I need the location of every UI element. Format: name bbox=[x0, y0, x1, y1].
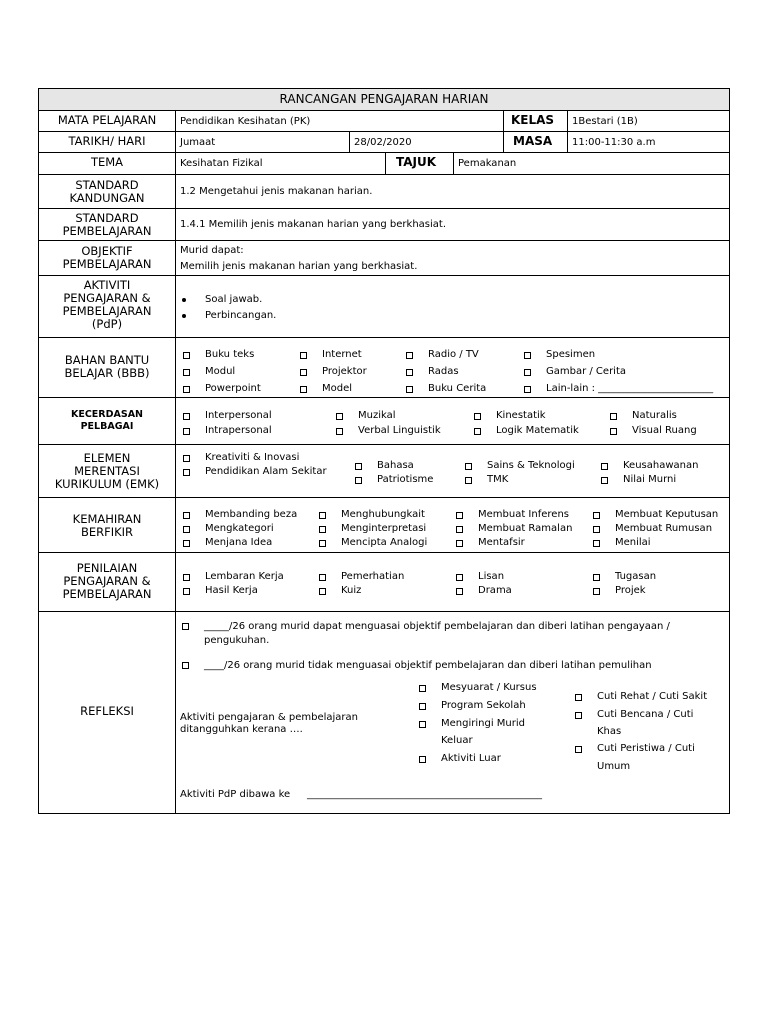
checkbox-icon[interactable] bbox=[183, 469, 190, 476]
bbb-option: Powerpoint bbox=[205, 383, 261, 394]
bbb-option: Internet bbox=[322, 349, 362, 360]
checkbox-icon[interactable] bbox=[419, 685, 426, 692]
kecerdasan-option: Kinestatik bbox=[496, 410, 546, 421]
bbb-option: Radio / TV bbox=[428, 349, 479, 360]
checkbox-icon[interactable] bbox=[524, 352, 531, 359]
checkbox-icon[interactable] bbox=[406, 369, 413, 376]
kemahiran-option: Membuat Ramalan bbox=[478, 523, 573, 534]
refleksi-line-2: ____/26 orang murid tidak menguasai objektif pembelajaran dan diberi latihan pemulihan bbox=[204, 660, 652, 671]
penilaian-option: Lembaran Kerja bbox=[205, 571, 284, 582]
checkbox-icon[interactable] bbox=[336, 428, 343, 435]
checkbox-icon[interactable] bbox=[593, 574, 600, 581]
checkbox-icon[interactable] bbox=[182, 662, 189, 669]
checkbox-icon[interactable] bbox=[610, 413, 617, 420]
reason-option: Mesyuarat / Kursus bbox=[441, 682, 537, 693]
checkbox-icon[interactable] bbox=[300, 352, 307, 359]
kemahiran-option: Mencipta Analogi bbox=[341, 537, 428, 548]
checkbox-icon[interactable] bbox=[575, 712, 582, 719]
checkbox-icon[interactable] bbox=[183, 352, 190, 359]
column-divider bbox=[567, 110, 568, 152]
column-divider bbox=[453, 152, 454, 174]
checkbox-icon[interactable] bbox=[183, 386, 190, 393]
checkbox-icon[interactable] bbox=[183, 588, 190, 595]
checkbox-icon[interactable] bbox=[601, 477, 608, 484]
bbb-option: Modul bbox=[205, 366, 236, 377]
kemahiran-option: Membuat Keputusan bbox=[615, 509, 719, 520]
emk-option: TMK bbox=[487, 474, 509, 485]
penilaian-option: Drama bbox=[478, 585, 512, 596]
label-kemahiran: KEMAHIRAN BERFIKIR bbox=[72, 512, 142, 539]
bullet-icon bbox=[182, 298, 186, 302]
checkbox-icon[interactable] bbox=[419, 721, 426, 728]
kemahiran-option: Membanding beza bbox=[205, 509, 298, 520]
row-divider bbox=[39, 444, 729, 445]
checkbox-icon[interactable] bbox=[456, 588, 463, 595]
column-divider bbox=[503, 110, 504, 131]
checkbox-icon[interactable] bbox=[183, 526, 190, 533]
checkbox-icon[interactable] bbox=[183, 540, 190, 547]
reason-option: Umum bbox=[597, 761, 631, 772]
checkbox-icon[interactable] bbox=[319, 588, 326, 595]
penilaian-option: Hasil Kerja bbox=[205, 585, 258, 596]
kemahiran-option: Menjana Idea bbox=[205, 537, 273, 548]
checkbox-icon[interactable] bbox=[319, 540, 326, 547]
emk-option: Nilai Murni bbox=[623, 474, 677, 485]
bbb-option: Model bbox=[322, 383, 353, 394]
row-divider bbox=[39, 208, 729, 209]
kemahiran-option: Membuat Rumusan bbox=[615, 523, 713, 534]
column-divider bbox=[503, 131, 504, 152]
refleksi-ditangguhkan-2: ditangguhkan kerana …. bbox=[180, 724, 303, 735]
checkbox-icon[interactable] bbox=[593, 512, 600, 519]
checkbox-icon[interactable] bbox=[610, 428, 617, 435]
row-divider bbox=[39, 497, 729, 498]
kemahiran-option: Mentafsir bbox=[478, 537, 525, 548]
value-kelas: 1Bestari (1B) bbox=[572, 116, 638, 127]
checkbox-icon[interactable] bbox=[593, 588, 600, 595]
kemahiran-option: Mengkategori bbox=[205, 523, 274, 534]
penilaian-option: Projek bbox=[615, 585, 646, 596]
label-kelas: KELAS bbox=[511, 113, 555, 127]
value-objektif-1: Murid dapat: bbox=[180, 245, 244, 256]
kecerdasan-option: Logik Matematik bbox=[496, 425, 579, 436]
penilaian-option: Lisan bbox=[478, 571, 505, 582]
penilaian-option: Tugasan bbox=[615, 571, 657, 582]
kecerdasan-option: Visual Ruang bbox=[632, 425, 697, 436]
label-tarikh-hari: TARIKH/ HARI bbox=[68, 134, 146, 148]
label-aktiviti: AKTIVITI PENGAJARAN & PEMBELAJARAN (PdP) bbox=[62, 278, 152, 331]
emk-option: Pendidikan Alam Sekitar bbox=[205, 466, 327, 477]
aktiviti-item: Soal jawab. bbox=[205, 294, 263, 305]
kemahiran-option: Menginterpretasi bbox=[341, 523, 427, 534]
emk-option: Bahasa bbox=[377, 460, 414, 471]
emk-option: Patriotisme bbox=[377, 474, 434, 485]
checkbox-icon[interactable] bbox=[419, 703, 426, 710]
checkbox-icon[interactable] bbox=[474, 413, 481, 420]
checkbox-icon[interactable] bbox=[419, 756, 426, 763]
value-tema: Kesihatan Fizikal bbox=[180, 158, 263, 169]
checkbox-icon[interactable] bbox=[456, 540, 463, 547]
bbb-option: Projektor bbox=[322, 366, 367, 377]
label-tajuk: TAJUK bbox=[396, 155, 437, 169]
kecerdasan-option: Intrapersonal bbox=[205, 425, 272, 436]
label-penilaian: PENILAIAN PENGAJARAN & PEMBELAJARAN bbox=[62, 561, 152, 601]
penilaian-option: Kuiz bbox=[341, 585, 362, 596]
checkbox-icon[interactable] bbox=[601, 463, 608, 470]
label-bbb: BAHAN BANTU BELAJAR (BBB) bbox=[64, 353, 150, 380]
value-standard-pembelajaran: 1.4.1 Memilih jenis makanan harian yang berkhasiat. bbox=[180, 219, 447, 230]
kecerdasan-option: Muzikal bbox=[358, 410, 396, 421]
reason-option: Cuti Bencana / Cuti bbox=[597, 709, 694, 720]
refleksi-line-1b: pengukuhan. bbox=[204, 635, 270, 646]
value-tajuk: Pemakanan bbox=[458, 158, 517, 169]
label-refleksi: REFLEKSI bbox=[80, 704, 134, 718]
reason-option: Cuti Rehat / Cuti Sakit bbox=[597, 691, 708, 702]
checkbox-icon[interactable] bbox=[183, 574, 190, 581]
checkbox-icon[interactable] bbox=[183, 428, 190, 435]
row-divider bbox=[39, 131, 729, 132]
refleksi-dibawa-line: _______________________________________________ bbox=[307, 789, 542, 800]
checkbox-icon[interactable] bbox=[406, 352, 413, 359]
emk-option: Keusahawanan bbox=[623, 460, 699, 471]
column-divider bbox=[385, 152, 386, 174]
checkbox-icon[interactable] bbox=[182, 623, 189, 630]
kemahiran-option: Menghubungkait bbox=[341, 509, 425, 520]
checkbox-icon[interactable] bbox=[183, 455, 190, 462]
checkbox-icon[interactable] bbox=[575, 746, 582, 753]
checkbox-icon[interactable] bbox=[474, 428, 481, 435]
refleksi-line-1: _____/26 orang murid dapat menguasai objektif pembelajaran dan diberi latihan pengayaan / bbox=[204, 621, 670, 632]
kecerdasan-option: Naturalis bbox=[632, 410, 677, 421]
value-masa: 11:00-11:30 a.m bbox=[572, 137, 656, 148]
checkbox-icon[interactable] bbox=[183, 369, 190, 376]
lesson-plan-form bbox=[38, 88, 730, 814]
label-objektif: OBJEKTIF PEMBELAJARAN bbox=[62, 244, 152, 271]
checkbox-icon[interactable] bbox=[319, 512, 326, 519]
column-divider bbox=[175, 110, 176, 813]
row-divider bbox=[39, 397, 729, 398]
row-divider bbox=[39, 240, 729, 241]
checkbox-icon[interactable] bbox=[355, 463, 362, 470]
checkbox-icon[interactable] bbox=[575, 694, 582, 701]
checkbox-icon[interactable] bbox=[406, 386, 413, 393]
bullet-icon bbox=[182, 314, 186, 318]
checkbox-icon[interactable] bbox=[593, 526, 600, 533]
label-kecerdasan: KECERDASAN PELBAGAI bbox=[70, 409, 143, 432]
checkbox-icon[interactable] bbox=[593, 540, 600, 547]
label-tema: TEMA bbox=[90, 155, 124, 169]
checkbox-icon[interactable] bbox=[319, 526, 326, 533]
row-divider bbox=[39, 152, 729, 153]
reason-option: Aktiviti Luar bbox=[441, 753, 501, 764]
form-title: RANCANGAN PENGAJARAN HARIAN bbox=[279, 92, 489, 106]
value-tarikh: 28/02/2020 bbox=[354, 137, 412, 148]
refleksi-dibawa: Aktiviti PdP dibawa ke bbox=[180, 789, 291, 800]
kecerdasan-option: Interpersonal bbox=[205, 410, 272, 421]
checkbox-icon[interactable] bbox=[319, 574, 326, 581]
checkbox-icon[interactable] bbox=[183, 512, 190, 519]
value-objektif-2: Memilih jenis makanan harian yang berkhasiat. bbox=[180, 261, 418, 272]
checkbox-icon[interactable] bbox=[456, 512, 463, 519]
label-mata-pelajaran: MATA PELAJARAN bbox=[57, 113, 157, 127]
bbb-option: Gambar / Cerita bbox=[546, 366, 627, 377]
bbb-option: Buku Cerita bbox=[428, 383, 487, 394]
checkbox-icon[interactable] bbox=[456, 526, 463, 533]
label-masa: MASA bbox=[513, 134, 553, 148]
checkbox-icon[interactable] bbox=[524, 386, 531, 393]
reason-option: Keluar bbox=[441, 735, 473, 746]
aktiviti-item: Perbincangan. bbox=[205, 310, 277, 321]
checkbox-icon[interactable] bbox=[465, 477, 472, 484]
checkbox-icon[interactable] bbox=[336, 413, 343, 420]
row-divider bbox=[39, 275, 729, 276]
column-divider bbox=[349, 131, 350, 152]
kemahiran-option: Menilai bbox=[615, 537, 651, 548]
checkbox-icon[interactable] bbox=[456, 574, 463, 581]
row-divider bbox=[39, 552, 729, 553]
value-hari: Jumaat bbox=[180, 137, 216, 148]
reason-option: Program Sekolah bbox=[441, 700, 526, 711]
row-divider bbox=[39, 611, 729, 612]
bbb-option: Buku teks bbox=[205, 349, 255, 360]
label-emk: ELEMEN MERENTASI KURIKULUM (EMK) bbox=[54, 451, 160, 491]
emk-option: Sains & Teknologi bbox=[487, 460, 575, 471]
kemahiran-option: Membuat Inferens bbox=[478, 509, 569, 520]
label-standard-kandungan: STANDARD KANDUNGAN bbox=[69, 178, 145, 205]
checkbox-icon[interactable] bbox=[465, 463, 472, 470]
row-divider bbox=[39, 337, 729, 338]
bbb-option: Spesimen bbox=[546, 349, 596, 360]
checkbox-icon[interactable] bbox=[183, 413, 190, 420]
emk-option: Kreativiti & Inovasi bbox=[205, 452, 300, 463]
reason-option: Cuti Peristiwa / Cuti bbox=[597, 743, 695, 754]
penilaian-option: Pemerhatian bbox=[341, 571, 405, 582]
row-divider bbox=[39, 110, 729, 111]
checkbox-icon[interactable] bbox=[300, 369, 307, 376]
refleksi-ditangguhkan-1: Aktiviti pengajaran & pembelajaran bbox=[180, 712, 358, 723]
kecerdasan-option: Verbal Linguistik bbox=[358, 425, 441, 436]
checkbox-icon[interactable] bbox=[355, 477, 362, 484]
value-standard-kandungan: 1.2 Mengetahui jenis makanan harian. bbox=[180, 186, 373, 197]
value-mata-pelajaran: Pendidikan Kesihatan (PK) bbox=[180, 116, 311, 127]
bbb-option: Lain-lain : _______________________ bbox=[546, 383, 714, 394]
label-standard-pembelajaran: STANDARD PEMBELAJARAN bbox=[62, 211, 152, 238]
checkbox-icon[interactable] bbox=[300, 386, 307, 393]
bbb-option: Radas bbox=[428, 366, 459, 377]
reason-option: Mengiringi Murid bbox=[441, 718, 525, 729]
reason-option: Khas bbox=[597, 726, 622, 737]
row-divider bbox=[39, 174, 729, 175]
checkbox-icon[interactable] bbox=[524, 369, 531, 376]
